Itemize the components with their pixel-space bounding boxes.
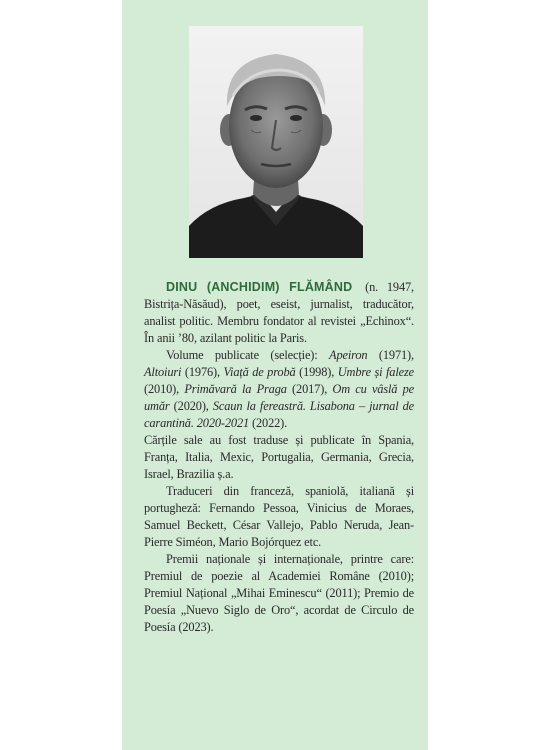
work-year: (1971), bbox=[367, 348, 414, 362]
work-year: (2010), bbox=[144, 382, 185, 396]
work-title: Altoiuri bbox=[144, 365, 182, 379]
work-title: Primăvară la Praga bbox=[184, 382, 287, 396]
work-year: (2020), bbox=[169, 399, 213, 413]
work-year: (1976), bbox=[181, 365, 224, 379]
work-year: (2022). bbox=[249, 416, 288, 430]
work-title: Scaun la fereastră. Lisabona – jurnal de carantină. 2020-2021 bbox=[144, 399, 414, 430]
work-title: Apeiron bbox=[329, 348, 368, 362]
work-year: (1998), bbox=[295, 365, 338, 379]
work-year: (2017), bbox=[286, 382, 333, 396]
author-name: DINU (ANCHIDIM) FLĂMÂND bbox=[166, 280, 353, 294]
work-title: Umbre și faleze bbox=[337, 365, 414, 379]
author-portrait-image bbox=[189, 26, 363, 258]
bio-paragraph-awards: Premii naționale și internaționale, printre care: Premiul de poezie al Academiei Române (2010); Premiul Național „Mihai Eminescu“ (2011); Premio de Poesía „Nuevo Siglo de Oro“, acordat de Circulo de Poesía (2023). bbox=[144, 552, 414, 634]
works-intro: Volume publicate (selecție): bbox=[166, 348, 330, 362]
bio-paragraph-translations-by-author: Traduceri din franceză, spaniolă, italiană și portugheză: Fernando Pessoa, Vinicius de Moraes, Samuel Beckett, César Vallejo, Pablo Neruda, Jean-Pierre Siméon, Mario Bojórquez etc. bbox=[144, 484, 414, 549]
bio-paragraph-intro bbox=[144, 279, 414, 347]
work-title: Viață de probă bbox=[223, 365, 296, 379]
work-title: Om cu vâslă pe umăr bbox=[144, 382, 415, 413]
bio-intro-text: (n. 1947, Bistrița-Năsăud), poet, eseist, jurnalist, traducător, analist politic. Membru fondator al revistei „Echinox“. În anii ’80, azilant politic la Paris. bbox=[144, 280, 415, 345]
author-photo bbox=[189, 26, 363, 258]
book-flap bbox=[122, 0, 428, 750]
bio-paragraph-works bbox=[144, 347, 414, 432]
author-bio bbox=[144, 279, 414, 636]
bio-paragraph-translations-of-works: Cărțile sale au fost traduse și publicate în Spania, Franța, Italia, Mexic, Portugalia, Germania, Grecia, Israel, Brazilia ș.a. bbox=[144, 433, 414, 481]
